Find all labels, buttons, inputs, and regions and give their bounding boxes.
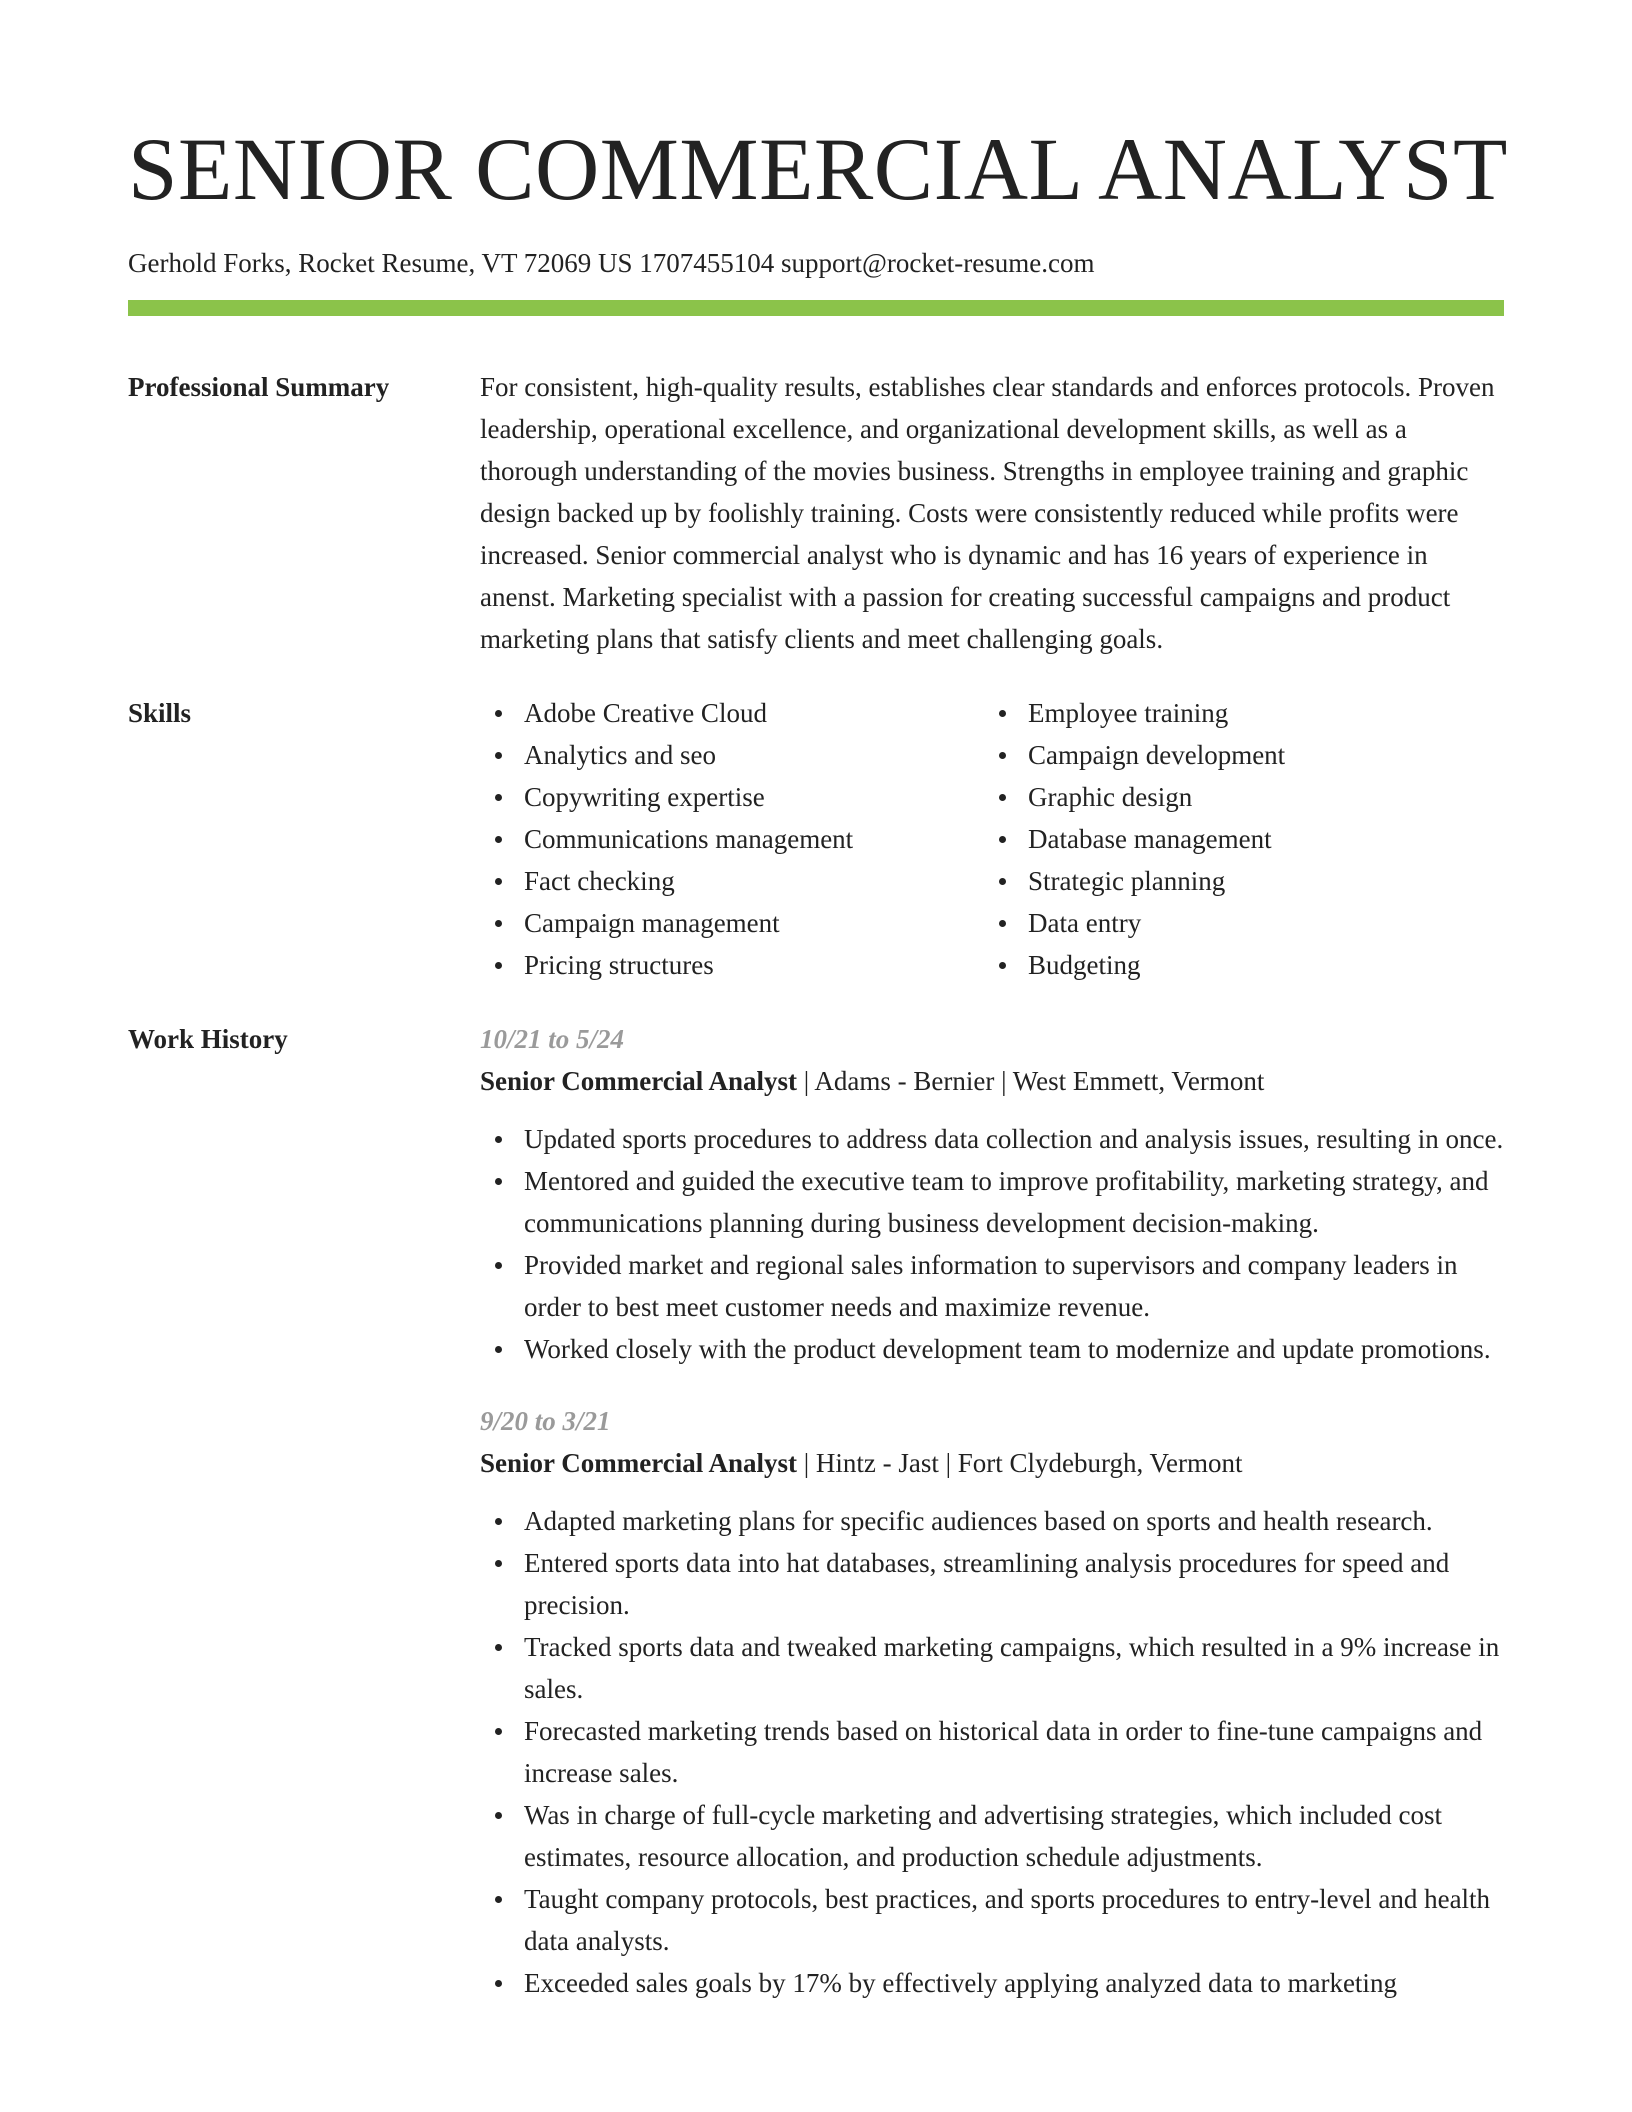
skill-item: Campaign management (480, 902, 984, 944)
job-bullet: Adapted marketing plans for specific audiences based on sports and health research. (480, 1500, 1504, 1542)
skill-item: Copywriting expertise (480, 776, 984, 818)
section-label-summary: Professional Summary (128, 372, 390, 402)
skill-item: Pricing structures (480, 944, 984, 986)
skill-item: Analytics and seo (480, 734, 984, 776)
skill-item: Campaign development (984, 734, 1488, 776)
section-label-work-history: Work History (128, 1024, 288, 1054)
job-dates: 9/20 to 3/21 (480, 1406, 611, 1436)
skill-item: Communications management (480, 818, 984, 860)
job-bullet: Updated sports procedures to address data collection and analysis issues, resulting in once. (480, 1118, 1504, 1160)
job-title: Senior Commercial Analyst (480, 1066, 797, 1096)
work-history-section (128, 1018, 1504, 2004)
section-label-skills: Skills (128, 698, 192, 728)
job-title-line (480, 1442, 1504, 1484)
candidate-name: SENIOR COMMERCIAL ANALYST (128, 121, 1508, 219)
skill-item: Database management (984, 818, 1488, 860)
job-bullet: Taught company protocols, best practices, and sports procedures to entry-level and health data analysts. (480, 1878, 1504, 1962)
job-bullet: Provided market and regional sales information to supervisors and company leaders in order to best meet customer needs and maximize revenue. (480, 1244, 1504, 1328)
accent-divider (128, 300, 1504, 316)
skill-item: Budgeting (984, 944, 1488, 986)
job-title-line (480, 1060, 1504, 1102)
summary-text: For consistent, high-quality results, establishes clear standards and enforces protocols. Proven leadership, operational excellence, and organizational development skills, as well as a thorough understanding of the movies business. Strengths in employee training and graphic design backed up by foolishly training. Costs were consistently reduced while profits were increased. Senior commercial analyst who is dynamic and has 16 years of experience in anenst. Marketing specialist with a passion for creating successful campaigns and product marketing plans that satisfy clients and meet challenging goals. (480, 372, 1495, 654)
work-history-body (480, 1018, 1504, 2004)
job-bullet: Exceeded sales goals by 17% by effectively applying analyzed data to marketing (480, 1962, 1504, 2004)
skill-item: Data entry (984, 902, 1488, 944)
skill-item: Employee training (984, 692, 1488, 734)
skills-columns (480, 692, 1504, 986)
job-bullet: Was in charge of full-cycle marketing and advertising strategies, which included cost estimates, resource allocation, and production schedule adjustments. (480, 1794, 1504, 1878)
job-bullets (480, 1118, 1504, 1370)
job-dates: 10/21 to 5/24 (480, 1024, 625, 1054)
job-bullet: Tracked sports data and tweaked marketing campaigns, which resulted in a 9% increase in sales. (480, 1626, 1504, 1710)
job-bullet: Forecasted marketing trends based on historical data in order to fine-tune campaigns and increase sales. (480, 1710, 1504, 1794)
job-title: Senior Commercial Analyst (480, 1448, 797, 1478)
contact-line: Gerhold Forks, Rocket Resume, VT 72069 US 1707455104 support@rocket-resume.com (128, 248, 1095, 278)
skills-section (128, 692, 1504, 986)
job-bullets (480, 1500, 1504, 2004)
job-entry (480, 1400, 1504, 2004)
job-details: | Hintz - Jast | Fort Clydeburgh, Vermont (797, 1448, 1243, 1478)
job-bullet: Worked closely with the product development team to modernize and update promotions. (480, 1328, 1504, 1370)
job-bullet: Mentored and guided the executive team to improve profitability, marketing strategy, and communications planning during business development decision-making. (480, 1160, 1504, 1244)
job-bullet: Entered sports data into hat databases, streamlining analysis procedures for speed and precision. (480, 1542, 1504, 1626)
resume-page (128, 120, 1508, 2004)
job-details: | Adams - Bernier | West Emmett, Vermont (797, 1066, 1265, 1096)
skills-list-left (480, 692, 984, 986)
skills-list-right (984, 692, 1488, 986)
professional-summary-section (128, 366, 1504, 660)
skill-item: Fact checking (480, 860, 984, 902)
skill-item: Graphic design (984, 776, 1488, 818)
skill-item: Strategic planning (984, 860, 1488, 902)
skill-item: Adobe Creative Cloud (480, 692, 984, 734)
job-entry (480, 1018, 1504, 1370)
